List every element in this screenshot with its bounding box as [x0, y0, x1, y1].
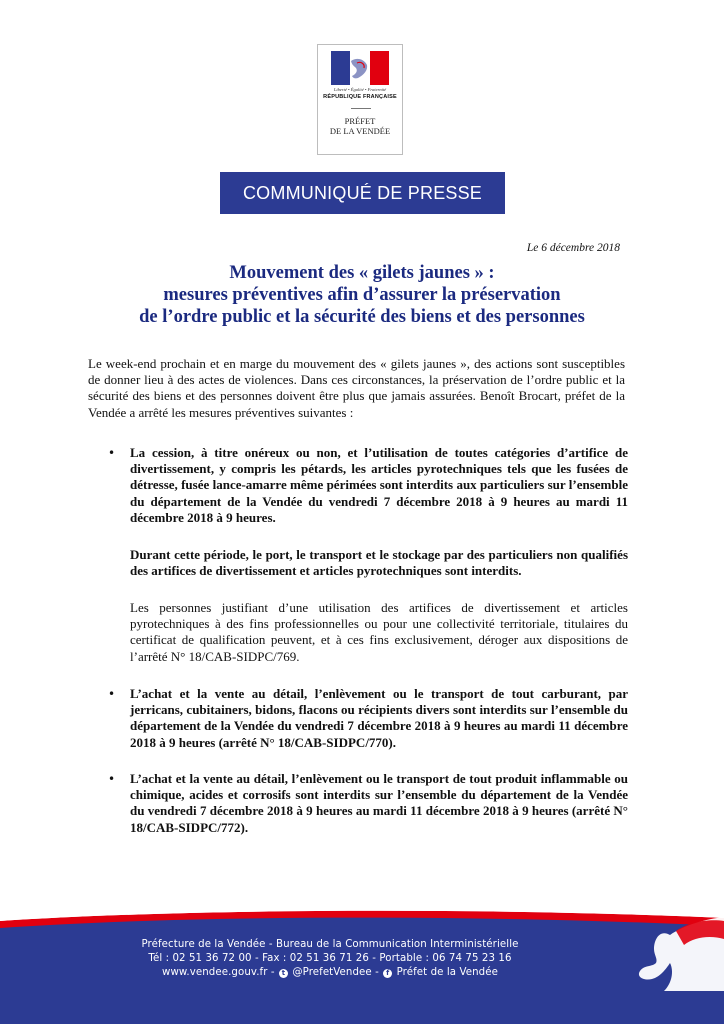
marianne-flag-icon: [331, 51, 389, 85]
measure-1-main: La cession, à titre onéreux ou non, et l’utilisation de toutes catégories d’artifice de divertissement, y compris les pétards, les articles pyrotechniques tels que les fusées de détresse, fusée lance-amarre même périmées sont interdits aux particuliers sur l’ensemble du département de la Vendée du vendredi 7 décembre 2018 à 9 heures au mardi 11 décembre 2018 à 9 heures.: [130, 445, 628, 525]
footer-website-link[interactable]: www.vendee.gouv.fr: [162, 967, 268, 978]
document-title: [60, 262, 664, 328]
measure-3-main: L’achat et la vente au détail, l’enlèvement ou le transport de tout produit inflammable ou chimique, acides et corrosifs sont interdits sur l’ensemble du département de la Vendée du vendredi 7 décembre 2018 à 9 heures au mardi 11 décembre 2018 à 9 heures (arrêté N° 18/CAB-SIDPC/772).: [130, 771, 628, 835]
measure-2-main: L’achat et la vente au détail, l’enlèvement ou le transport de tout carburant, par jerricans, cubitainers, bidons, flacons ou récipients divers sont interdits sur l’ensemble du département de la Vendée du vendredi 7 décembre 2018 à 9 heures au mardi 11 décembre 2018 à 9 heures (arrêté N° 18/CAB-SIDPC/770).: [130, 686, 628, 750]
page-footer: [0, 905, 724, 1024]
footer-twitter-link[interactable]: @PrefetVendee: [292, 967, 372, 978]
footer-line-2: Tél : 02 51 36 72 00 - Fax : 02 51 36 71 26 - Portable : 06 74 75 23 16: [148, 953, 512, 964]
title-line-1: Mouvement des « gilets jaunes » :: [229, 263, 495, 283]
republique-francaise-logo: [317, 44, 403, 155]
logo-prefet-line1: PRÉFET: [344, 116, 376, 126]
measure-item-3: [108, 771, 628, 836]
measure-1-sub-plain: Les personnes justifiant d’une utilisation des artifices de divertissement et articles pyrotechniques à des fins professionnelles ou pour une collectivité territoriale, titulaires du certificat de qualification peuvent, et à ces fins exclusivement, déroger aux dispositions de l’arrêté N° 18/CAB-SIDPC/769.: [130, 600, 628, 664]
logo-prefet-line2: DE LA VENDÉE: [329, 126, 391, 136]
footer-line-3: [40, 966, 620, 980]
logo-prefet: [318, 116, 402, 136]
measure-item-2: [108, 686, 628, 751]
measure-item-1: [108, 445, 628, 526]
bullet-icon: •: [108, 687, 116, 701]
measure-1-sub-bold: Durant cette période, le port, le transport et le stockage par des particuliers non qualifiés des artifices de divertissement et articles pyrotechniques sont interdits.: [130, 547, 628, 579]
bullet-icon: •: [108, 772, 116, 786]
logo-motto: Liberté • Égalité • Fraternité: [333, 87, 387, 92]
twitter-bird-icon[interactable]: t: [279, 969, 288, 978]
bullet-icon: •: [108, 446, 116, 460]
title-line-2: mesures préventives afin d’assurer la préservation: [163, 285, 561, 305]
marianne-profile-icon: [614, 905, 724, 1024]
footer-facebook-link[interactable]: Préfet de la Vendée: [396, 967, 498, 978]
footer-separator: -: [375, 967, 383, 978]
document-date: Le 6 décembre 2018: [526, 242, 620, 254]
communique-banner: COMMUNIQUÉ DE PRESSE: [220, 172, 505, 214]
footer-line-1: Préfecture de la Vendée - Bureau de la Communication Interministérielle: [141, 939, 519, 950]
logo-republique: RÉPUBLIQUE FRANÇAISE: [323, 94, 397, 100]
footer-contact: [40, 938, 620, 980]
title-line-3: de l’ordre public et la sécurité des biens et des personnes: [139, 307, 585, 327]
intro-paragraph: Le week-end prochain et en marge du mouvement des « gilets jaunes », des actions sont susceptibles de donner lieu à des actes de violences. Dans ces circonstances, la préservation de l’ordre public et la sécurité des biens et des personnes doivent être plus que jamais assurées. Benoît Brocart, préfet de la Vendée a arrêté les mesures préventives suivantes :: [88, 356, 625, 420]
facebook-f-icon[interactable]: f: [383, 969, 392, 978]
logo-divider: [351, 108, 371, 109]
footer-separator: -: [270, 967, 278, 978]
